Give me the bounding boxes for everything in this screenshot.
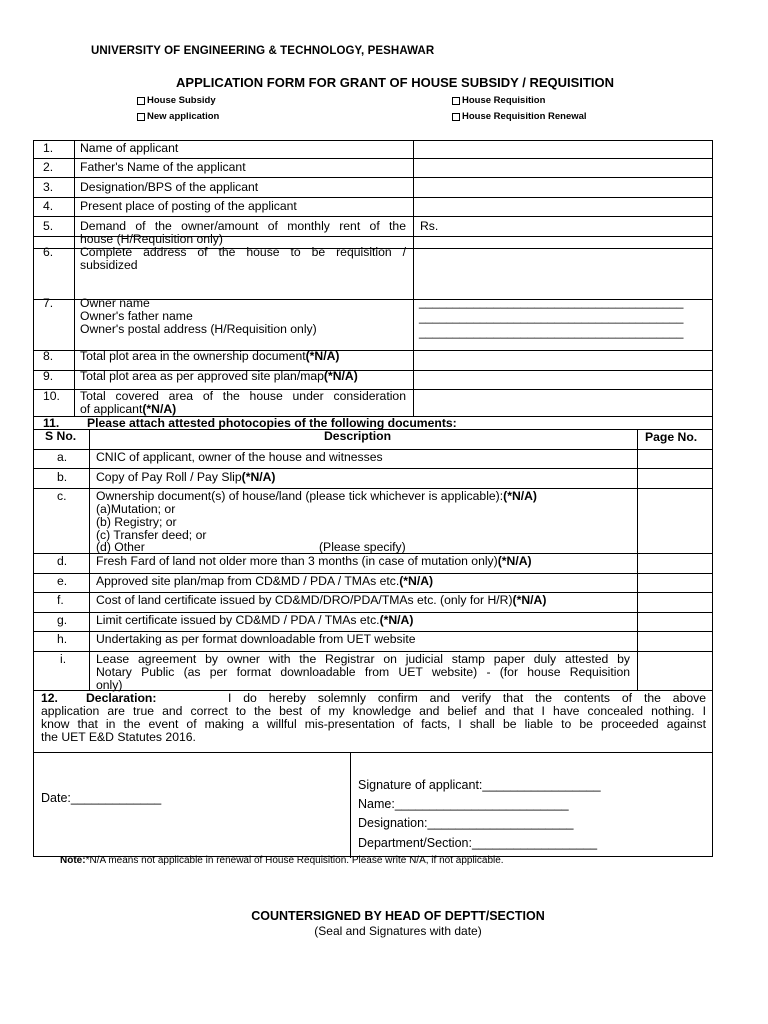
doc-description: Fresh Fard of land not older more than 3 months (in case of mutation only)(*N/A) [96, 554, 532, 568]
option-label: New application [147, 111, 220, 122]
field-label: subsidized [80, 258, 138, 272]
form-title: APPLICATION FORM FOR GRANT OF HOUSE SUBSIDY / REQUISITION [176, 75, 614, 90]
page-no-cell[interactable] [638, 554, 711, 572]
declaration-text: I do hereby solemnly confirm and verify that the contents of the above [228, 691, 706, 705]
col-header-sno: S No. [45, 429, 77, 443]
field-label: of applicant(*N/A) [80, 402, 177, 416]
row-number: 1. [43, 141, 54, 155]
doc-description: Ownership document(s) of house/land (please tick whichever is applicable):(*N/A) [96, 489, 537, 503]
doc-sno: g. [57, 613, 68, 627]
owner-name-blank[interactable]: _______________________________________ [419, 295, 684, 309]
section-heading: Please attach attested photocopies of the following documents: [87, 416, 457, 430]
declaration-number: 12. [41, 691, 58, 705]
doc-description: only) [96, 678, 123, 692]
owner-address-blank[interactable]: _______________________________________ [419, 325, 684, 339]
page-no-cell[interactable] [638, 632, 711, 650]
countersigned-heading: COUNTERSIGNED BY HEAD OF DEPTT/SECTION [251, 909, 545, 923]
field-label: Name of applicant [80, 141, 179, 155]
site-plan-area-field[interactable] [414, 371, 711, 388]
field-label: Demand of the owner/amount of monthly rent of the [80, 219, 406, 233]
row-number: 2. [43, 160, 54, 174]
field-label: Father's Name of the applicant [80, 160, 246, 174]
covered-area-field[interactable] [414, 390, 711, 415]
field-label: Complete address of the house to be requisition / [80, 245, 406, 259]
page-no-cell[interactable] [638, 593, 711, 611]
plot-area-field[interactable] [414, 351, 711, 369]
row-number: 6. [43, 245, 54, 259]
field-label: Designation/BPS of the applicant [80, 180, 259, 194]
doc-sno: c. [57, 489, 67, 503]
doc-description: Notary Public (as per format downloadable from UET website) - (for house Requisition [96, 665, 630, 679]
doc-description: Cost of land certificate issued by CD&MD/DRO/PDA/TMAs etc. (only for H/R)(*N/A) [96, 593, 547, 607]
doc-description: CNIC of applicant, owner of the house and witnesses [96, 450, 383, 464]
field-label: Owner name [80, 296, 150, 310]
page-no-cell[interactable] [638, 652, 711, 689]
application-form-table [33, 140, 713, 857]
field-label: Owner's postal address (H/Requisition only) [80, 322, 317, 336]
designation-field[interactable]: Designation:_____________________ [358, 816, 574, 830]
house-address-field[interactable] [414, 249, 711, 298]
field-label: Present place of posting of the applicant [80, 199, 297, 213]
row-number: 3. [43, 180, 54, 194]
doc-subitem: (c) Transfer deed; or [96, 528, 207, 542]
col-divider [74, 141, 75, 416]
page-no-cell[interactable] [638, 450, 711, 468]
checkbox-icon[interactable] [137, 97, 145, 105]
date-field[interactable]: Date:_____________ [41, 791, 162, 805]
doc-sno: e. [57, 574, 68, 588]
doc-subitem: (d) Other [96, 540, 145, 554]
option-house-requisition[interactable] [452, 95, 545, 106]
doc-sno: a. [57, 450, 68, 464]
col-divider [89, 429, 90, 690]
page-no-cell[interactable] [638, 489, 711, 552]
name-field[interactable]: Name:_________________________ [358, 797, 569, 811]
declaration-text: know that in the event of making a willful mis-presentation of facts, I shall be liable to be proceeded against [41, 717, 706, 731]
doc-description: Undertaking as per format downloadable from UET website [96, 632, 416, 646]
declaration-title: Declaration: [86, 691, 157, 705]
doc-sno: f. [57, 593, 64, 607]
field-label: Total plot area as per approved site plan/map(*N/A) [80, 369, 358, 383]
row-number: 8. [43, 349, 54, 363]
option-label: House Requisition Renewal [462, 111, 587, 122]
field-label: Total covered area of the house under consideration [80, 389, 406, 403]
page-no-cell[interactable] [638, 574, 711, 591]
doc-subitem: (a)Mutation; or [96, 502, 176, 516]
option-house-subsidy[interactable] [137, 95, 216, 106]
doc-description: Copy of Pay Roll / Pay Slip(*N/A) [96, 470, 276, 484]
field-label: Owner's father name [80, 309, 193, 323]
option-label: House Requisition [462, 95, 546, 106]
declaration-text: the UET E&D Statutes 2016. [41, 730, 196, 744]
row-divider [34, 216, 712, 217]
field-label: Total plot area in the ownership document(*N/A) [80, 349, 340, 363]
option-label: House Subsidy [147, 95, 216, 106]
department-section-field[interactable]: Department/Section:__________________ [358, 836, 598, 850]
option-new-application[interactable] [137, 111, 219, 122]
section-number: 11. [43, 416, 60, 430]
posting-place-field[interactable] [414, 198, 711, 215]
row-divider [34, 468, 712, 469]
rent-value[interactable]: Rs. [420, 219, 439, 233]
row-number: 4. [43, 199, 54, 213]
doc-subitem: (b) Registry; or [96, 515, 177, 529]
page-no-cell[interactable] [638, 469, 711, 487]
designation-field[interactable] [414, 178, 711, 196]
doc-description: Lease agreement by owner with the Registrar on judicial stamp paper duly attested by [96, 652, 630, 666]
checkbox-icon[interactable] [137, 113, 145, 121]
applicant-name-field[interactable] [414, 142, 711, 157]
option-house-requisition-renewal[interactable] [452, 111, 587, 122]
row-number: 7. [43, 296, 54, 310]
col-header-description: Description [324, 429, 392, 443]
col-header-page-no: Page No. [645, 430, 698, 444]
doc-description: Limit certificate issued by CD&MD / PDA / TMAs etc.(*N/A) [96, 613, 414, 627]
seal-instruction: (Seal and Signatures with date) [314, 924, 482, 938]
owner-father-blank[interactable]: _______________________________________ [419, 310, 684, 324]
doc-sno: b. [57, 470, 68, 484]
father-name-field[interactable] [414, 159, 711, 176]
checkbox-icon[interactable] [452, 113, 460, 121]
footnote: Note:*N/A means not applicable in renewal of House Requisition. Please write N/A, if not applicable. [60, 855, 504, 866]
doc-subitem-hint: (Please specify) [319, 540, 406, 554]
doc-description: Approved site plan/map from CD&MD / PDA / TMAs etc.(*N/A) [96, 574, 434, 588]
row-divider [34, 752, 712, 753]
checkbox-icon[interactable] [452, 97, 460, 105]
row-number: 10. [43, 389, 60, 403]
signature-of-applicant-field[interactable]: Signature of applicant:_________________ [358, 778, 601, 792]
row-number: 9. [43, 369, 54, 383]
page-no-cell[interactable] [638, 613, 711, 630]
doc-sno: d. [57, 554, 68, 568]
col-divider [350, 752, 351, 858]
row-number: 5. [43, 219, 54, 233]
declaration-text: application are true and correct to the best of my knowledge and belief and that I have concealed nothing. I [41, 704, 706, 718]
doc-sno: h. [57, 632, 68, 646]
doc-sno: i. [60, 652, 67, 666]
university-name: UNIVERSITY OF ENGINEERING & TECHNOLOGY, PESHAWAR [91, 45, 435, 57]
field-label: house (H/Requisition only) [80, 232, 223, 246]
